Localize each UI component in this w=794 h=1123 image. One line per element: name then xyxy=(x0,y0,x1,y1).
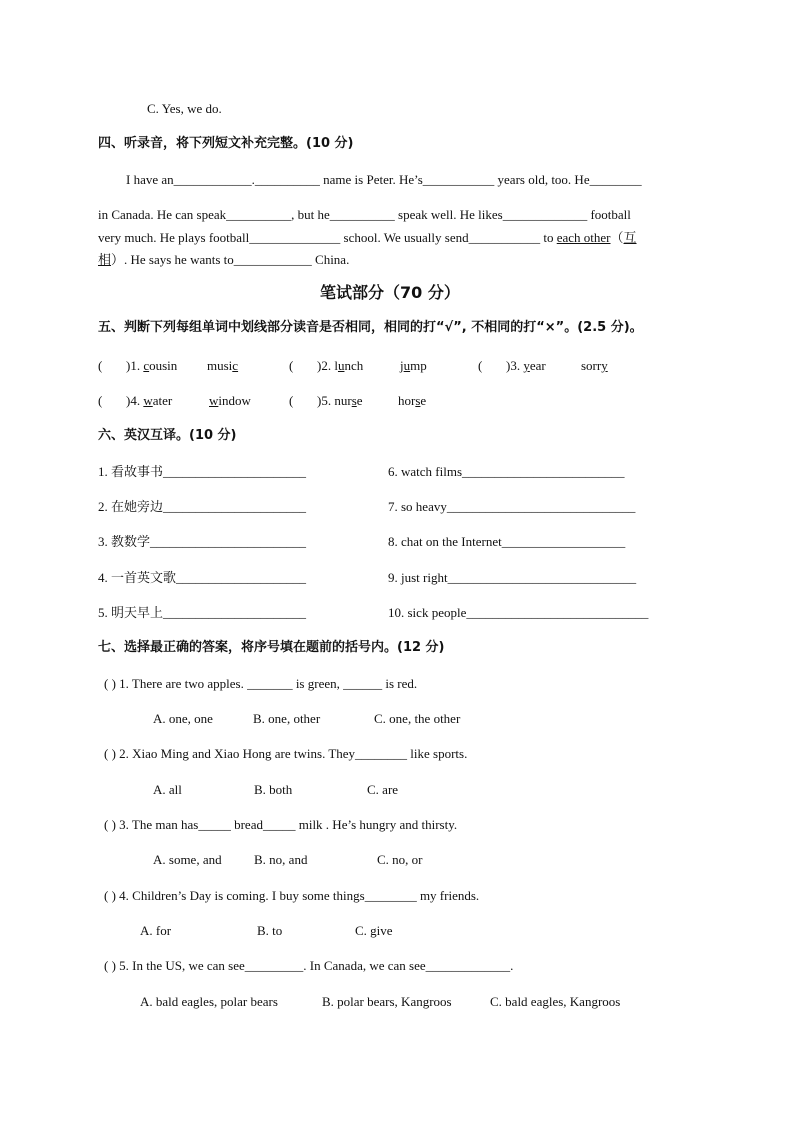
section4-heading: 四、听录音，将下列短文补充完整。(10 分) xyxy=(98,136,354,151)
mc-question-3: ( ) 3. The man has_____ bread_____ milk . He’s hungry and thirsty. xyxy=(104,817,458,832)
mc-option: A. for xyxy=(140,923,172,938)
section4-line3-paren: （ xyxy=(610,230,624,245)
mc-option: B. one, other xyxy=(253,711,321,726)
translate-item-8: 8. chat on the Internet___________________ xyxy=(388,534,626,549)
translate-item-9: 9. just right_____________________________ xyxy=(388,570,637,585)
section4-line4-start: 相 xyxy=(98,252,112,267)
section4-each-other: each other xyxy=(556,230,611,245)
section5-item-4-word2: window xyxy=(209,393,251,408)
answer-paren[interactable]: ( xyxy=(478,358,483,373)
mc-option: C. no, or xyxy=(377,852,423,867)
section5-item-5-word2: horse xyxy=(398,393,427,408)
written-part-title: 笔试部分（70 分） xyxy=(320,283,460,302)
mc-option: B. polar bears, Kangroos xyxy=(322,994,452,1009)
section5-item-1-word2: music xyxy=(207,358,239,373)
section5-item-4: ( )4. water xyxy=(98,393,173,408)
answer-paren[interactable]: ( xyxy=(289,393,294,408)
mc-question-2: ( ) 2. Xiao Ming and Xiao Hong are twins. They________ like sports. xyxy=(104,746,468,761)
mc-question-1: ( ) 1. There are two apples. _______ is green, ______ is red. xyxy=(104,676,418,691)
translate-item-7: 7. so heavy_____________________________ xyxy=(388,499,636,514)
section5-item-2: ( )2. lunch xyxy=(289,358,364,373)
section4-line3-end: 互 xyxy=(623,230,637,245)
section5-item-3: ( )3. year xyxy=(478,358,546,373)
translate-item-2: 2. 在她旁边______________________ xyxy=(98,499,307,514)
section4-line3-text: very much. He plays football______________ school. We usually send___________ to xyxy=(98,230,557,245)
mc-question-4: ( ) 4. Children’s Day is coming. I buy some things________ my friends. xyxy=(104,888,480,903)
translate-item-6: 6. watch films_________________________ xyxy=(388,464,625,479)
section5-item-2-word2: jump xyxy=(400,358,427,373)
mc-question-5: ( ) 5. In the US, we can see_________. In Canada, we can see_____________. xyxy=(104,958,514,973)
answer-paren[interactable]: ( xyxy=(98,358,103,373)
section4-line1: I have an____________.__________ name is Peter. He’s___________ years old, too. He________ xyxy=(126,172,642,187)
option-c-yes-we-do: C. Yes, we do. xyxy=(147,101,222,116)
mc-option: B. to xyxy=(257,923,283,938)
section4-line2: in Canada. He can speak__________, but he__________ speak well. He likes_____________ football xyxy=(98,207,631,222)
translate-item-1: 1. 看故事书______________________ xyxy=(98,464,307,479)
translate-item-10: 10. sick people____________________________ xyxy=(388,605,649,620)
translate-item-5: 5. 明天早上______________________ xyxy=(98,605,307,620)
answer-paren[interactable]: ( xyxy=(289,358,294,373)
mc-option: C. give xyxy=(355,923,393,938)
mc-option: A. bald eagles, polar bears xyxy=(140,994,278,1009)
mc-option: C. are xyxy=(367,782,399,797)
mc-option: C. bald eagles, Kangroos xyxy=(490,994,621,1009)
mc-option: A. one, one xyxy=(153,711,213,726)
section4-line4-text: ）. He says he wants to____________ China. xyxy=(111,252,350,267)
section5-heading: 五、判断下列每组单词中划线部分读音是否相同，相同的打“√”, 不相同的打“×”。(2.5 分)。 xyxy=(98,320,643,335)
section5-item-1: ( )1. cousin xyxy=(98,358,178,373)
mc-option: B. both xyxy=(254,782,293,797)
section7-heading: 七、选择最正确的答案，将序号填在题前的括号内。(12 分) xyxy=(98,640,445,655)
section5-item-5: ( )5. nurse xyxy=(289,393,363,408)
mc-option: A. some, and xyxy=(153,852,222,867)
section4-line3 xyxy=(98,230,637,246)
answer-paren[interactable]: ( xyxy=(98,393,103,408)
section4-line4 xyxy=(98,252,349,268)
section6-heading: 六、英汉互译。(10 分) xyxy=(98,428,237,443)
mc-option: B. no, and xyxy=(254,852,308,867)
translate-item-4: 4. 一首英文歌____________________ xyxy=(98,570,307,585)
mc-option: A. all xyxy=(153,782,182,797)
translate-item-3: 3. 教数学________________________ xyxy=(98,534,307,549)
mc-option: C. one, the other xyxy=(374,711,461,726)
section5-item-3-word2: sorry xyxy=(581,358,608,373)
